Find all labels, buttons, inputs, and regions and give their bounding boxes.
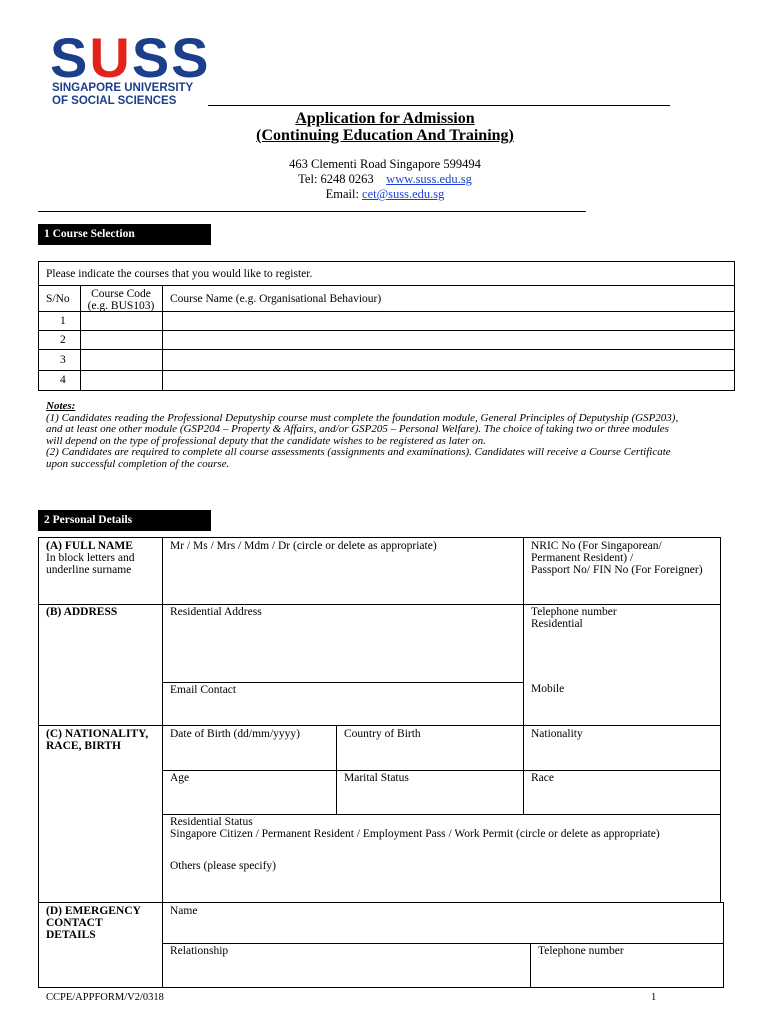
suss-logo: SUSS: [50, 26, 211, 89]
course-code-input-2[interactable]: [81, 331, 161, 349]
address-line: 463 Clementi Road Singapore 599494: [289, 157, 481, 171]
emergency-telephone-field[interactable]: Telephone number: [538, 945, 624, 957]
header-bottom-rule: [38, 211, 586, 212]
row-divider: [162, 943, 724, 944]
residential-status-field[interactable]: Residential Status Singapore Citizen / Permanent Resident / Employment Pass / Work Permit (circle or delete as appropriate): [170, 816, 660, 840]
course-code-input-3[interactable]: [81, 350, 161, 369]
section-course-selection-bar: 1 Course Selection: [38, 224, 211, 245]
email-contact-field[interactable]: Email Contact: [170, 684, 237, 696]
course-code-input-4[interactable]: [81, 371, 161, 390]
col-header-sno: S/No: [46, 293, 70, 305]
full-name-label: (A) FULL NAME In block letters and underline surname: [46, 540, 135, 576]
nationality-field[interactable]: Nationality: [531, 728, 583, 740]
course-code-input-1[interactable]: [81, 312, 161, 330]
table-border: [38, 987, 724, 988]
nric-field[interactable]: NRIC No (For Singaporean/ Permanent Resident) / Passport No/ FIN No (For Foreigner): [531, 540, 703, 576]
dob-field[interactable]: Date of Birth (dd/mm/yyyy): [170, 728, 300, 740]
col-header-course-name: Course Name (e.g. Organisational Behaviour): [170, 293, 382, 305]
course-name-input-1[interactable]: [163, 312, 734, 330]
row-divider: [38, 285, 735, 286]
notes-line: (1) Candidates reading the Professional Deputyship course must complete the foundation module, General Principles of Deputyship (GSP203),: [46, 411, 679, 424]
row-divider: [162, 682, 524, 683]
form-code: CCPE/APPFORM/V2/0318: [46, 992, 164, 1003]
nationality-label: (C) NATIONALITY, RACE, BIRTH: [46, 728, 149, 752]
course-name-input-2[interactable]: [163, 331, 734, 349]
salutation-field[interactable]: Mr / Ms / Mrs / Mdm / Dr (circle or delete as appropriate): [170, 540, 437, 552]
col-header-code: Course Code (e.g. BUS103): [87, 288, 155, 312]
address-label: (B) ADDRESS: [46, 606, 118, 618]
page-number: 1: [651, 992, 657, 1003]
course-instruction: Please indicate the courses that you would like to register.: [46, 268, 313, 280]
row-divider: [38, 604, 721, 605]
marital-status-field[interactable]: Marital Status: [344, 772, 409, 784]
notes-line: (2) Candidates are required to complete all course assessments (assignments and examinations). Candidates will receive a Course Certificate: [46, 446, 671, 459]
mobile-field[interactable]: Mobile: [531, 683, 565, 695]
row-number: 3: [60, 354, 66, 366]
logo-accent-letter: U: [89, 26, 132, 89]
row-divider: [38, 725, 721, 726]
row-divider: [162, 770, 721, 771]
page-title: Application for Admission: [295, 110, 475, 127]
notes-line: will depend on the type of professional deputy that the candidate wishes to be registered as later on.: [46, 434, 486, 447]
logo-subtitle: SINGAPORE UNIVERSITY OF SOCIAL SCIENCES: [52, 82, 194, 107]
others-specify-field[interactable]: Others (please specify): [170, 860, 277, 872]
col-divider: [523, 537, 524, 605]
email-link[interactable]: cet@suss.edu.sg: [362, 187, 445, 201]
emergency-name-field[interactable]: Name: [170, 905, 198, 917]
age-field[interactable]: Age: [170, 772, 190, 784]
table-border: [723, 903, 724, 988]
page-subtitle: (Continuing Education And Training): [256, 127, 514, 144]
col-divider: [523, 604, 524, 726]
notes-line: and at least one other module (GSP204 – Property & Affairs, and/or GSP205 – Personal Welfare). The choice of taking two or three modules: [46, 423, 669, 436]
tel-line: Tel: 6248 0263 www.suss.edu.sg: [298, 172, 472, 186]
emergency-contact-label: (D) EMERGENCY CONTACT DETAILS: [46, 905, 141, 941]
row-divider: [38, 902, 724, 903]
notes-heading: Notes:: [46, 400, 76, 412]
website-link[interactable]: www.suss.edu.sg: [386, 172, 472, 186]
table-border: [38, 537, 721, 538]
residential-address-field[interactable]: Residential Address: [170, 606, 262, 618]
table-border: [720, 537, 721, 903]
row-divider: [162, 814, 721, 815]
race-field[interactable]: Race: [531, 772, 554, 784]
telephone-residential-field[interactable]: Telephone number Residential: [531, 606, 617, 630]
course-name-input-3[interactable]: [163, 350, 734, 369]
row-number: 4: [60, 374, 66, 386]
course-name-input-4[interactable]: [163, 371, 734, 390]
row-number: 2: [60, 334, 66, 346]
notes-line: upon successful completion of the course.: [46, 457, 230, 470]
notes-block: [46, 401, 726, 471]
country-of-birth-field[interactable]: Country of Birth: [344, 728, 421, 740]
emergency-relationship-field[interactable]: Relationship: [170, 945, 229, 957]
col-divider: [530, 943, 531, 988]
row-number: 1: [60, 315, 66, 327]
header-rule: [208, 105, 670, 106]
section-personal-details-bar: 2 Personal Details: [38, 510, 211, 531]
email-line: Email: cet@suss.edu.sg: [325, 187, 445, 201]
